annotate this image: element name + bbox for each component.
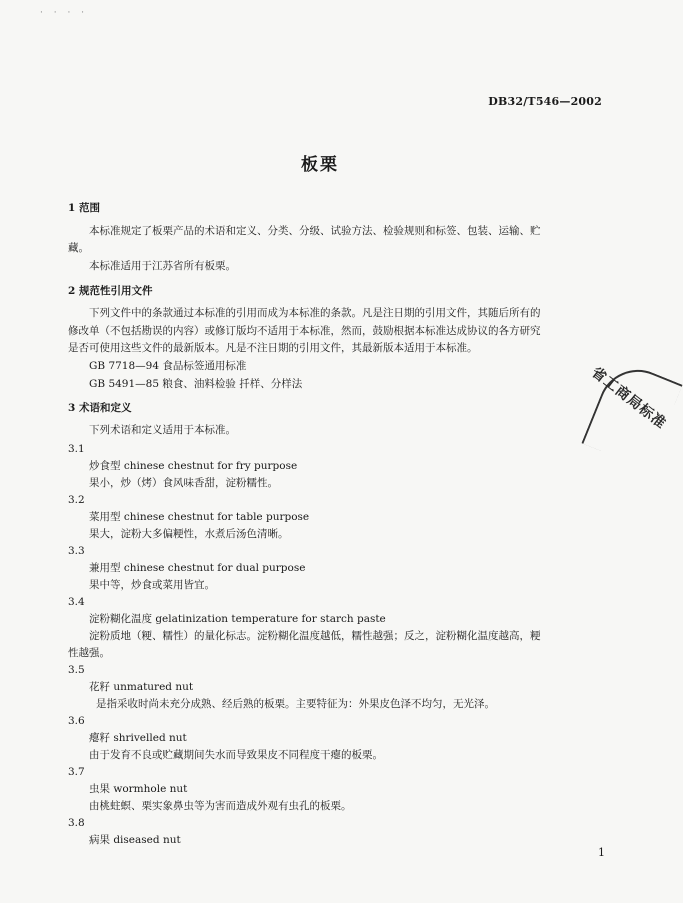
text-line-p3a: 下列术语和定义适用于本标准。 bbox=[89, 424, 236, 436]
text-line-s1: 1 范围 bbox=[68, 202, 100, 214]
text-line-t36: 瘪籽 shrivelled nut bbox=[89, 732, 187, 744]
text-line-d34a: 淀粉质地（粳、糯性）的量化标志。淀粉糊化温度越低，糯性越强；反之，淀粉糊化温度越高，粳 bbox=[89, 630, 541, 642]
text-line-n36: 3.6 bbox=[68, 715, 85, 727]
text-line-p1b: 藏。 bbox=[68, 242, 89, 254]
text-line-p2b: 修改单（不包括勘误的内容）或修订版均不适用于本标准，然而，鼓励根据本标准达成协议的各方研究 bbox=[68, 325, 541, 337]
text-line-t31: 炒食型 chinese chestnut for fry purpose bbox=[89, 460, 298, 472]
text-line-n31: 3.1 bbox=[68, 443, 85, 455]
text-line-d35: 是指采收时尚未充分成熟、经后熟的板栗。主要特征为：外果皮色泽不均匀，无光泽。 bbox=[96, 698, 495, 710]
text-line-n38: 3.8 bbox=[68, 817, 85, 829]
text-line-p1a: 本标准规定了板栗产品的术语和定义、分类、分级、试验方法、检验规则和标签、包装、运输、贮 bbox=[89, 225, 541, 237]
scan-noise: · · · · bbox=[40, 8, 89, 18]
text-line-p2c: 是否可使用这些文件的最新版本。凡是不注日期的引用文件，其最新版本适用于本标准。 bbox=[68, 342, 478, 354]
text-line-t34: 淀粉糊化温度 gelatinization temperature for starch paste bbox=[89, 613, 386, 625]
page-number: 1 bbox=[598, 846, 605, 859]
text-line-d32: 果大，淀粉大多偏粳性，水煮后汤色清晰。 bbox=[89, 528, 289, 540]
text-line-d36: 由于发育不良或贮藏期间失水而导致果皮不同程度干瘪的板栗。 bbox=[89, 749, 383, 761]
text-line-d37: 由桃蛀螟、栗实象鼻虫等为害而造成外观有虫孔的板栗。 bbox=[89, 800, 352, 812]
text-line-d34b: 性越强。 bbox=[68, 647, 110, 659]
text-line-n32: 3.2 bbox=[68, 494, 85, 506]
text-line-t32: 菜用型 chinese chestnut for table purpose bbox=[89, 511, 310, 523]
text-line-d31: 果小，炒（烤）食风味香甜，淀粉糯性。 bbox=[89, 477, 278, 489]
text-line-n37: 3.7 bbox=[68, 766, 85, 778]
text-line-n35: 3.5 bbox=[68, 664, 85, 676]
text-line-t35: 花籽 unmatured nut bbox=[89, 681, 194, 693]
text-line-p1c: 本标准适用于江苏省所有板栗。 bbox=[89, 260, 236, 272]
text-line-t33: 兼用型 chinese chestnut for dual purpose bbox=[89, 562, 306, 574]
page-title: 板栗 bbox=[301, 155, 339, 175]
text-line-t37: 虫果 wormhole nut bbox=[89, 783, 188, 795]
stamp-text: 省工商局标准 bbox=[588, 364, 670, 433]
text-line-d33: 果中等，炒食或菜用皆宜。 bbox=[89, 579, 215, 591]
text-line-r1: GB 7718—94 食品标签通用标准 bbox=[89, 360, 247, 372]
text-line-t38: 病果 diseased nut bbox=[89, 834, 181, 846]
text-line-s3: 3 术语和定义 bbox=[68, 402, 132, 414]
text-line-n33: 3.3 bbox=[68, 545, 85, 557]
text-line-p2a: 下列文件中的条款通过本标准的引用而成为本标准的条款。凡是注日期的引用文件，其随后所有的 bbox=[89, 307, 541, 319]
text-line-s2: 2 规范性引用文件 bbox=[68, 285, 153, 297]
text-line-n34: 3.4 bbox=[68, 596, 85, 608]
document-code: DB32/T546—2002 bbox=[488, 95, 602, 108]
text-line-r2: GB 5491—85 粮食、油料检验 扦样、分样法 bbox=[89, 378, 303, 390]
